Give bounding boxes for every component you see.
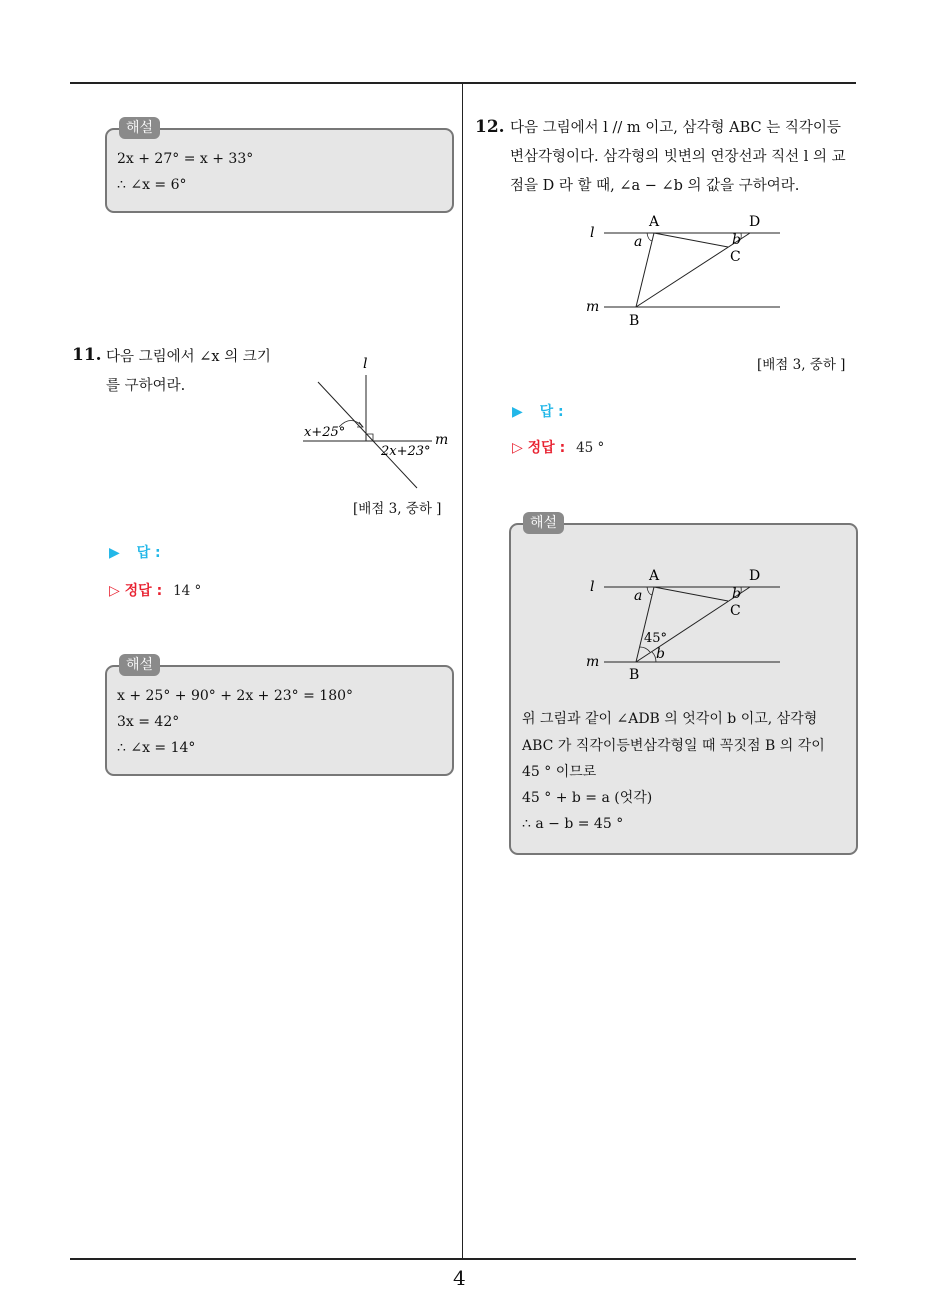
q10-solution-line-2: ∴ ∠x = 6° <box>117 177 187 193</box>
q11-correct-triangle-icon: ▷ <box>109 583 120 599</box>
q12s-label-a: a <box>634 588 643 604</box>
q11-solution-line-2: 3x = 42° <box>117 714 180 730</box>
q12-solution-line-1: 위 그림과 같이 ∠ADB 의 엇각이 b 이고, 삼각형 <box>522 711 818 727</box>
q12-correct-label: 정답 : <box>527 440 566 456</box>
q12-correct-value: 45 ° <box>576 440 605 456</box>
q12-label-C: C <box>730 249 741 265</box>
q12-segment-AC <box>654 233 728 247</box>
q12-label-m: m <box>586 299 600 315</box>
q12s-label-C: C <box>730 603 741 619</box>
q12-question-line-3: 점을 D 라 할 때, ∠a − ∠b 의 값을 구하여라. <box>510 178 800 194</box>
q12-label-A: A <box>649 214 660 230</box>
q11-figure <box>295 350 449 495</box>
q11-score: [배점 3, 중하 ] <box>353 501 442 517</box>
q12s-label-l: l <box>590 579 595 595</box>
q12-answer-arrow-icon: ▶ <box>512 404 523 420</box>
q11-answer-label: 답 : <box>136 545 161 561</box>
q10-solution-line-1: 2x + 27° = x + 33° <box>117 151 254 167</box>
q12-solution-line-5: ∴ a − b = 45 ° <box>522 816 624 832</box>
column-divider <box>462 84 463 1260</box>
q11-correct-label: 정답 : <box>124 583 163 599</box>
q12-angle-a-arc <box>647 233 652 241</box>
q12-correct-triangle-icon: ▷ <box>512 440 523 456</box>
q12-label-a: a <box>634 234 643 250</box>
q12-label-B: B <box>629 313 640 329</box>
q11-solution-tag: 해설 <box>119 654 160 676</box>
q11-solution-line-3: ∴ ∠x = 14° <box>117 740 196 756</box>
q12-question-line-2: 변삼각형이다. 삼각형의 빗변의 연장선과 직선 l 의 교 <box>510 149 846 165</box>
q12s-label-b-bottom: b <box>656 646 665 662</box>
q11-correct-row <box>109 580 201 600</box>
q12-answer-row <box>512 401 564 421</box>
q10-solution-tag: 해설 <box>119 117 160 139</box>
q12-solution-line-2: ABC 가 직각이등변삼각형일 때 꼭짓점 B 의 각이 <box>522 738 825 754</box>
top-rule <box>70 82 856 84</box>
q12-solution-figure <box>580 565 790 690</box>
q12-solution-tag: 해설 <box>523 512 564 534</box>
q11-solution-line-1: x + 25° + 90° + 2x + 23° = 180° <box>117 688 354 704</box>
q12-solution-line-3: 45 ° 이므로 <box>522 764 597 780</box>
q12s-angle-45-arc <box>640 647 650 652</box>
q12s-label-B: B <box>629 667 640 683</box>
q12-score: [배점 3, 중하 ] <box>757 357 846 373</box>
page-number: 4 <box>453 1266 466 1290</box>
q11-correct-value: 14 ° <box>173 583 202 599</box>
q12-answer-label: 답 : <box>539 404 564 420</box>
q12s-angle-a-arc <box>647 587 652 595</box>
bottom-rule <box>70 1258 856 1260</box>
q11-answer-arrow-icon: ▶ <box>109 545 120 561</box>
q11-question-line-1: 다음 그림에서 ∠x 의 크기 <box>106 349 271 365</box>
q12-question-line-1: 다음 그림에서 l // m 이고, 삼각형 ABC 는 직각이등 <box>510 120 841 136</box>
q12s-label-b-top: b <box>732 586 741 602</box>
q11-answer-row <box>109 542 161 562</box>
q11-label-m: m <box>435 432 449 448</box>
q11-label-l: l <box>363 356 368 372</box>
q12s-segment-AC <box>654 587 728 601</box>
q12s-label-D: D <box>749 568 761 584</box>
q11-question-line-2: 를 구하여라. <box>106 378 186 394</box>
q12-solution-line-4: 45 ° + b = a (엇각) <box>522 790 653 806</box>
q12-label-D: D <box>749 214 761 230</box>
q12-label-b: b <box>732 232 741 248</box>
q12-label-l: l <box>590 225 595 241</box>
q11-label-angle2: 2x+23° <box>381 444 431 459</box>
q12-figure <box>580 210 790 335</box>
q12s-label-45: 45° <box>644 631 668 646</box>
q11-number: 11. <box>72 345 102 365</box>
q12-number: 12. <box>475 117 505 137</box>
q11-label-angle1: x+25° <box>304 425 346 440</box>
q12s-label-m: m <box>586 654 600 670</box>
q12-correct-row <box>512 437 604 457</box>
q12s-label-A: A <box>649 568 660 584</box>
